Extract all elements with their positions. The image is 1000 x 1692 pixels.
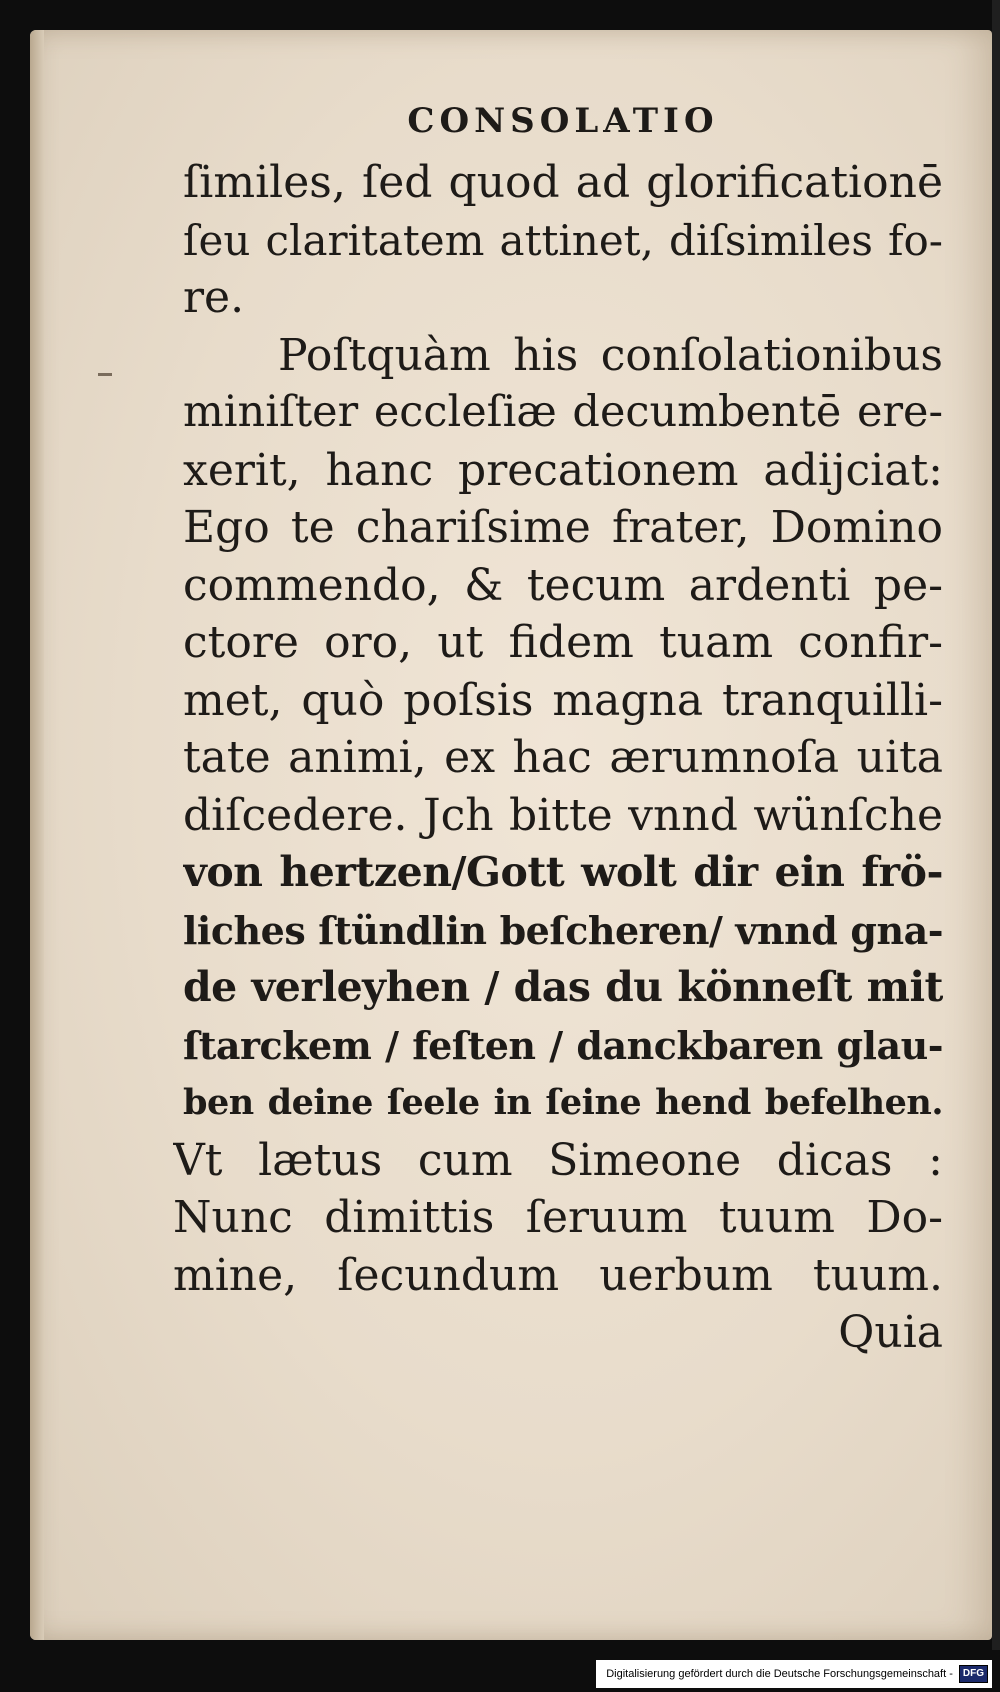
text-line: xerit, hanc precationem adijciat:: [183, 444, 943, 496]
page-edge: [30, 30, 44, 1640]
text-line-blackletter: von hertzen/Gott wolt dir ein frö-: [183, 848, 943, 896]
text-line: mine, ſecundum uerbum tuum.: [173, 1249, 943, 1301]
text-line: miniſter eccleſiæ decumbentē ere-: [183, 387, 943, 437]
text-line: Vt lætus cum Simeone dicas :: [173, 1134, 943, 1186]
text-line: ctore oro, ut fidem tuam confir-: [183, 617, 943, 668]
scan-edge-strip: [992, 0, 1000, 1650]
running-head: CONSOLATIO: [407, 101, 719, 141]
text-line: diſcedere. Jch bitte vnnd wünſche: [183, 789, 943, 841]
text-line: re.: [183, 272, 245, 323]
text-line: tate animi, ex hac ærumnoſa uita: [183, 732, 943, 783]
text-line: commendo, & tecum ardenti pe-: [183, 559, 943, 611]
digitization-credit: [596, 1660, 992, 1688]
margin-mark: [98, 373, 112, 376]
dfg-logo: DFG: [959, 1665, 988, 1683]
text-line-blackletter: de verleyhen / das du könneſt mit: [183, 963, 943, 1011]
text-line-blackletter: ben deine ſeele in ſeine hend befelhen.: [183, 1082, 943, 1123]
text-line: ſeu claritatem attinet, diſsimiles fo-: [183, 215, 943, 265]
text-line: met, quò poſsis magna tranquilli-: [183, 674, 943, 726]
text-line: Nunc dimittis ſeruum tuum Do-: [173, 1192, 943, 1243]
text-line: Poſtquàm his conſolationibus: [278, 329, 943, 381]
text-line-blackletter: ſtarckem / feſten / danckbaren glau-: [183, 1022, 943, 1068]
text-line-blackletter: liches ſtündlin beſcheren/ vnnd gna-: [183, 907, 943, 953]
text-line: ſimiles, ſed quod ad glorificationē: [183, 157, 943, 208]
text-line: Ego te chariſsime frater, Domino: [183, 502, 943, 553]
catchword: Quia: [838, 1307, 943, 1358]
page-text: [173, 100, 943, 1362]
credit-text: Digitalisierung gefördert durch die Deutsche Forschungsgemeinschaft -: [606, 1668, 953, 1680]
